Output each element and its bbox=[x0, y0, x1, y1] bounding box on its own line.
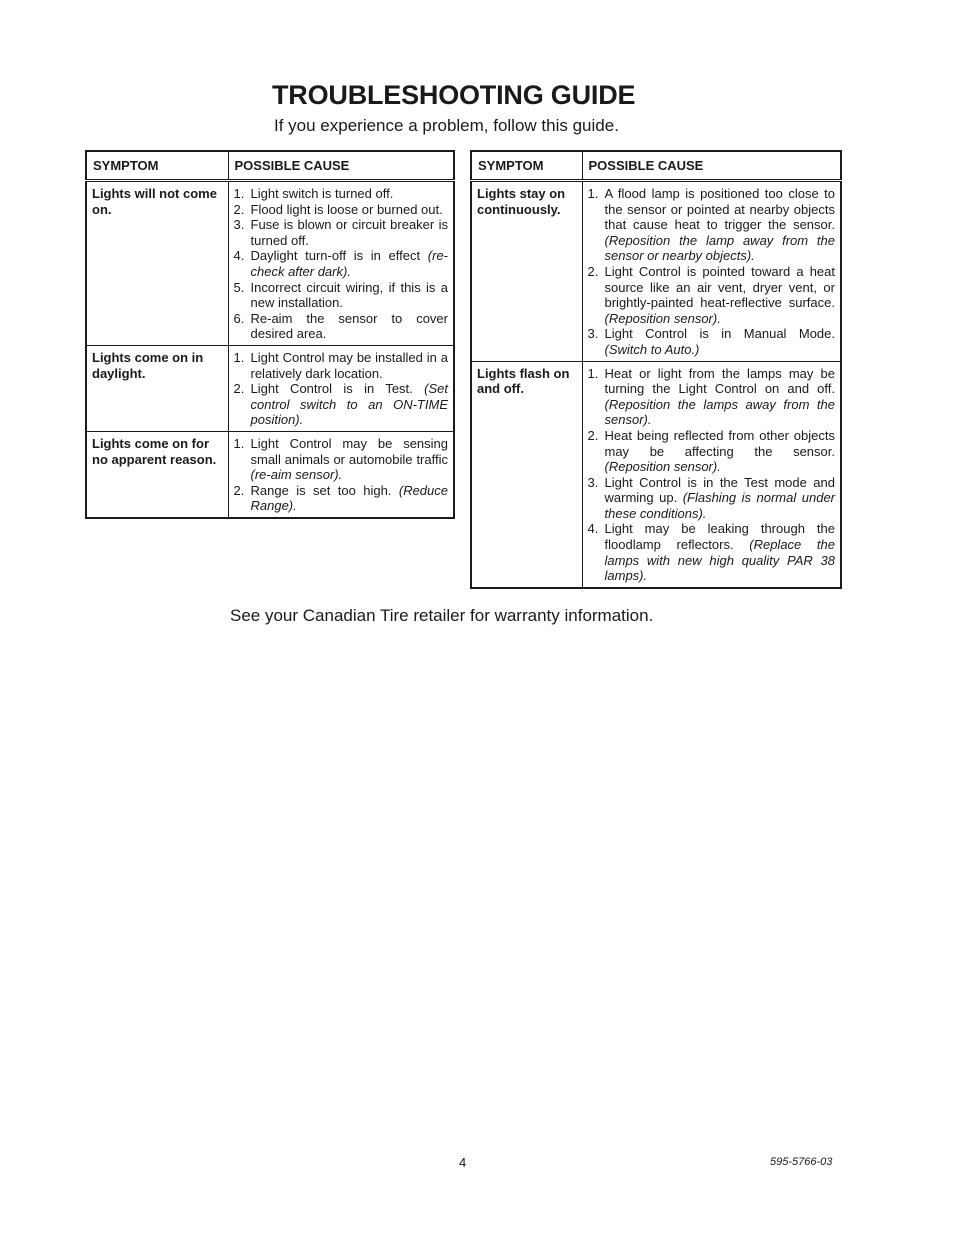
cause-text: Light Control is in Manual Mode. bbox=[604, 326, 835, 342]
page-number: 4 bbox=[459, 1155, 467, 1170]
cause-list bbox=[234, 436, 449, 514]
table-row bbox=[471, 361, 841, 588]
table-row bbox=[86, 181, 454, 346]
cause-number: 1. bbox=[233, 435, 245, 451]
cause-remedy: (Reposition the lamp away from the sensor or nearby objects). bbox=[604, 232, 835, 264]
cause-text: Light Control may be installed in a relatively dark location. bbox=[250, 349, 448, 381]
symptom-cell: Lights come on for no apparent reason. bbox=[86, 431, 228, 517]
cause-text: Heat being reflected from other objects may be affecting the sensor. bbox=[604, 427, 835, 459]
cause-text: Light Control is pointed toward a heat source like an air vent, dryer vent, or brightly-painted heat-reflective surface. bbox=[604, 263, 835, 311]
cause-list bbox=[234, 186, 449, 342]
cause-cell bbox=[582, 181, 841, 362]
cause-list bbox=[234, 350, 449, 428]
cause-header: POSSIBLE CAUSE bbox=[228, 151, 454, 181]
page-title: TROUBLESHOOTING GUIDE bbox=[272, 80, 636, 110]
cause-number: 5. bbox=[233, 279, 245, 295]
cause-text: Light switch is turned off. bbox=[250, 186, 394, 201]
cause-remedy: (Reduce Range). bbox=[250, 482, 448, 514]
document-number: 595-5766-03 bbox=[770, 1156, 833, 1168]
cause-text: Daylight turn-off is in effect bbox=[250, 248, 428, 264]
cause-number: 3. bbox=[587, 474, 599, 490]
table-header-row bbox=[471, 151, 841, 181]
cause-number: 1. bbox=[587, 365, 599, 381]
cause-item bbox=[234, 483, 449, 514]
cause-item bbox=[588, 326, 836, 357]
cause-text: Fuse is blown or circuit breaker is turned off. bbox=[250, 217, 448, 248]
cause-text: Heat or light from the lamps may be turning the Light Control on and off. bbox=[604, 365, 835, 397]
page-subtitle: If you experience a problem, follow this guide. bbox=[274, 116, 619, 135]
cause-item bbox=[588, 475, 836, 522]
cause-number: 4. bbox=[233, 248, 245, 264]
cause-text: Light Control may be sensing small animals or automobile traffic bbox=[250, 435, 448, 467]
cause-text: Incorrect circuit wiring, if this is a new installation. bbox=[250, 279, 448, 311]
cause-number: 1. bbox=[233, 186, 245, 201]
cause-list bbox=[588, 186, 836, 358]
cause-remedy: (Set control switch to an ON-TIME position). bbox=[250, 381, 448, 428]
cause-remedy: (Reposition the lamps away from the sensor). bbox=[604, 396, 835, 428]
cause-remedy: (Reposition sensor). bbox=[604, 459, 721, 475]
table-row bbox=[471, 181, 841, 362]
symptom-cell: Lights flash on and off. bbox=[471, 361, 582, 588]
cause-number: 1. bbox=[233, 349, 245, 365]
symptom-header: SYMPTOM bbox=[86, 151, 228, 181]
cause-text: Re-aim the sensor to cover desired area. bbox=[250, 310, 448, 342]
cause-item bbox=[588, 366, 836, 428]
cause-number: 3. bbox=[587, 326, 599, 342]
cause-text: Flood light is loose or burned out. bbox=[250, 201, 443, 217]
symptom-cell: Lights will not come on. bbox=[86, 181, 228, 346]
cause-item bbox=[234, 202, 449, 218]
cause-item bbox=[588, 186, 836, 264]
cause-text: Light may be leaking through the floodlamp reflectors. bbox=[604, 521, 835, 553]
cause-text: Range is set too high. bbox=[250, 482, 399, 498]
cause-cell bbox=[582, 361, 841, 588]
cause-text: Light Control is in the Test mode and warming up. bbox=[604, 474, 835, 506]
cause-cell bbox=[228, 431, 454, 517]
cause-number: 2. bbox=[587, 427, 599, 443]
troubleshooting-table-right bbox=[470, 150, 842, 589]
cause-item bbox=[588, 521, 836, 583]
cause-header: POSSIBLE CAUSE bbox=[582, 151, 841, 181]
troubleshooting-table-left bbox=[85, 150, 455, 519]
table-header-row bbox=[86, 151, 454, 181]
cause-item bbox=[234, 280, 449, 311]
cause-text: Light Control is in Test. bbox=[250, 381, 425, 397]
table-row bbox=[86, 431, 454, 517]
cause-number: 2. bbox=[233, 201, 245, 217]
cause-number: 2. bbox=[233, 381, 245, 397]
cause-text: A flood lamp is positioned too close to the sensor or pointed at nearby objects that cause heat to trigger the sensor. bbox=[604, 186, 835, 233]
cause-remedy: (Switch to Auto.) bbox=[604, 341, 700, 357]
cause-cell bbox=[228, 181, 454, 346]
cause-remedy: (Replace the lamps with new high quality PAR 38 lamps). bbox=[604, 537, 835, 584]
cause-cell bbox=[228, 345, 454, 431]
cause-number: 2. bbox=[587, 263, 599, 279]
symptom-header: SYMPTOM bbox=[471, 151, 582, 181]
symptom-cell: Lights stay on continuously. bbox=[471, 181, 582, 362]
cause-number: 6. bbox=[233, 310, 245, 326]
cause-list bbox=[588, 366, 836, 584]
cause-item bbox=[234, 350, 449, 381]
cause-number: 3. bbox=[233, 217, 245, 233]
cause-item bbox=[588, 428, 836, 475]
cause-number: 2. bbox=[233, 482, 245, 498]
cause-number: 4. bbox=[587, 521, 599, 537]
cause-remedy: (Flashing is normal under these conditions). bbox=[604, 490, 835, 521]
cause-item bbox=[234, 381, 449, 428]
cause-item bbox=[234, 311, 449, 342]
cause-item bbox=[234, 248, 449, 279]
cause-item bbox=[588, 264, 836, 326]
cause-item bbox=[234, 186, 449, 202]
cause-remedy: (re-check after dark). bbox=[250, 248, 448, 279]
cause-number: 1. bbox=[587, 186, 599, 201]
cause-item bbox=[234, 217, 449, 248]
warranty-note: See your Canadian Tire retailer for warranty information. bbox=[230, 606, 654, 625]
cause-remedy: (Reposition sensor). bbox=[604, 310, 721, 326]
cause-remedy: (re-aim sensor). bbox=[250, 467, 343, 483]
cause-item bbox=[234, 436, 449, 483]
table-row bbox=[86, 345, 454, 431]
symptom-cell: Lights come on in daylight. bbox=[86, 345, 228, 431]
